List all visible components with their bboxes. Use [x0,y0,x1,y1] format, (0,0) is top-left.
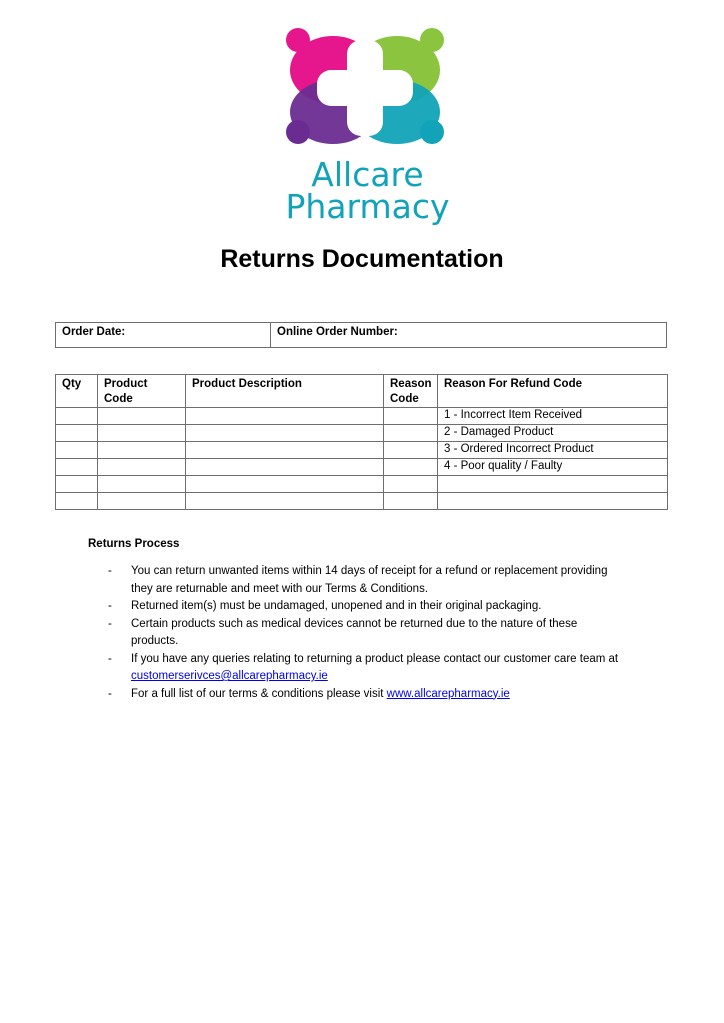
returns-process-list [100,563,620,703]
qty-cell[interactable] [56,442,98,459]
customer-service-email-link[interactable]: customerserivces@allcarepharmacy.ie [131,670,328,682]
list-item-text: If you have any queries relating to returning a product please contact our customer care team at [131,652,619,665]
list-item-text: You can return unwanted items within 14 days of receipt for a refund or replacement providing they are returnable and meet with our Terms & Conditions. [131,565,608,595]
table-row [56,408,668,425]
header-qty: Qty [56,375,98,408]
header-product-code: Product Code [98,375,186,408]
qty-cell[interactable] [56,493,98,510]
refund-code-cell [438,476,668,493]
table-row [56,459,668,476]
product-description-cell[interactable] [186,425,384,442]
pharmacy-cross-logo-icon [255,24,480,154]
online-order-number-field[interactable] [271,323,667,348]
product-description-cell[interactable] [186,459,384,476]
list-item [100,651,620,686]
refund-code-cell: 3 - Ordered Incorrect Product [438,442,668,459]
refund-code-cell: 4 - Poor quality / Faulty [438,459,668,476]
online-order-number-label: Online Order Number: [277,326,398,338]
refund-code-cell: 2 - Damaged Product [438,425,668,442]
reason-code-cell[interactable] [384,476,438,493]
allcare-pharmacy-logo [255,24,480,229]
bullet-dash: - [108,687,112,700]
page-title: Returns Documentation [220,245,504,273]
bullet-dash: - [108,600,112,612]
returns-process-heading: Returns Process [88,538,180,550]
logo-text-allcare: Allcare [311,155,424,194]
bullet-dash: - [108,565,112,577]
website-link[interactable]: www.allcarepharmacy.ie [386,687,510,700]
reason-code-cell[interactable] [384,442,438,459]
header-product-description: Product Description [186,375,384,408]
qty-cell[interactable] [56,459,98,476]
product-description-cell[interactable] [186,442,384,459]
list-item [100,598,620,616]
product-description-cell[interactable] [186,493,384,510]
list-item-text: Certain products such as medical devices cannot be returned due to the nature of these products. [131,617,578,647]
bullet-dash: - [108,617,112,630]
logo-text-pharmacy: Pharmacy [285,187,450,226]
qty-cell[interactable] [56,425,98,442]
product-code-cell[interactable] [98,493,186,510]
qty-cell[interactable] [56,408,98,425]
reason-code-cell[interactable] [384,459,438,476]
product-code-cell[interactable] [98,442,186,459]
qty-cell[interactable] [56,476,98,493]
product-description-cell[interactable] [186,408,384,425]
table-row [56,442,668,459]
order-date-label: Order Date: [62,326,126,338]
table-row [56,476,668,493]
product-code-cell[interactable] [98,459,186,476]
list-item [100,686,620,704]
order-info-table [55,322,667,348]
returns-items-table [55,374,668,510]
reason-code-cell[interactable] [384,408,438,425]
product-description-cell[interactable] [186,476,384,493]
list-item-text: For a full list of our terms & conditions please visit [131,687,387,700]
bullet-dash: - [108,652,112,665]
header-reason-code: Reason Code [384,375,438,408]
list-item-text: Returned item(s) must be undamaged, unopened and in their original packaging. [131,600,542,612]
table-row [56,493,668,510]
refund-code-cell: 1 - Incorrect Item Received [438,408,668,425]
product-code-cell[interactable] [98,408,186,425]
list-item [100,616,620,651]
table-header-row [56,375,668,408]
product-code-cell[interactable] [98,425,186,442]
list-item [100,563,620,598]
reason-code-cell[interactable] [384,425,438,442]
refund-code-cell [438,493,668,510]
order-date-field[interactable] [56,323,271,348]
product-code-cell[interactable] [98,476,186,493]
header-reason-for-refund-code: Reason For Refund Code [438,375,668,408]
table-row [56,425,668,442]
reason-code-cell[interactable] [384,493,438,510]
